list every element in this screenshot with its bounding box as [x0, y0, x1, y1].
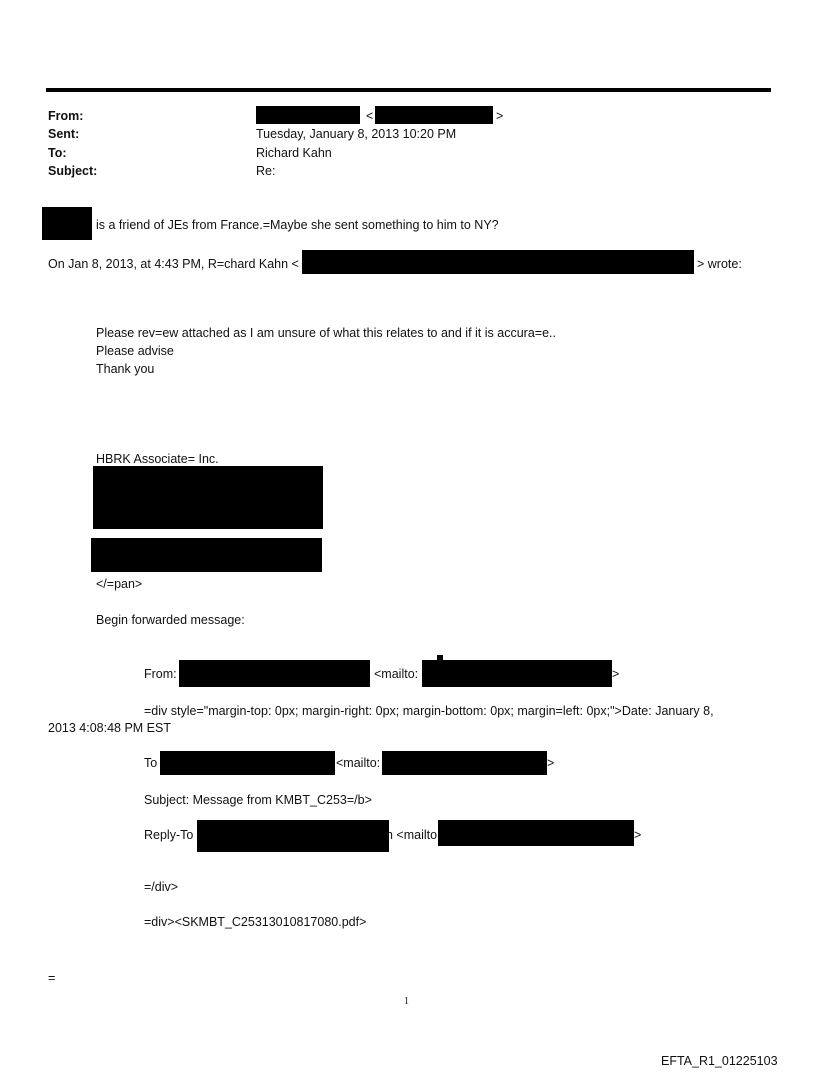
fwd-to-label: To [144, 756, 158, 770]
redaction-reply-to-name [197, 820, 389, 852]
fwd-to-close: > [547, 756, 555, 770]
attachment-name: =div><SKMBT_C25313010817080.pdf> [144, 915, 367, 929]
redaction-fwd-to-name [160, 751, 335, 775]
fwd-reply-to-close: > [634, 828, 642, 842]
redaction-signature-contact [91, 538, 322, 572]
to-value: Richard Kahn [256, 146, 332, 160]
redaction-fwd-from-email [422, 660, 612, 687]
redaction-fwd-from-name [179, 660, 370, 687]
redaction-sender-name [256, 106, 360, 124]
redaction-sender-email [375, 106, 493, 124]
begin-forwarded-message: Begin forwarded message: [96, 613, 245, 627]
redaction-signature-block [93, 466, 323, 529]
fwd-from-mailto: <mailto: [374, 667, 419, 681]
fwd-from-label: From: [144, 667, 177, 681]
fwd-from-close: > [612, 667, 620, 681]
fwd-reply-to-mailto: n <mailto [386, 828, 438, 842]
sender-email-close: > [496, 109, 504, 123]
end-mark: = [48, 971, 56, 985]
redaction-kahn-email [302, 250, 694, 274]
sender-email-open: < [366, 109, 374, 123]
fwd-to-mailto: <mailto: [336, 756, 381, 770]
sent-label: Sent: [48, 127, 80, 141]
redaction-reply-to-email [438, 820, 634, 846]
fwd-div-line-2: 2013 4:08:48 PM EST [48, 721, 171, 735]
subject-value: Re: [256, 164, 276, 178]
to-label: To: [48, 146, 67, 160]
document-id: EFTA_R1_01225103 [661, 1054, 778, 1068]
redaction-fwd-to-email [382, 751, 547, 775]
quote-intro: On Jan 8, 2013, at 4:43 PM, R=chard Kahn < [48, 257, 299, 271]
sent-value: Tuesday, January 8, 2013 10:20 PM [256, 127, 457, 141]
redaction-fwd-from-mark [437, 655, 443, 660]
span-close-text: </=pan> [96, 577, 143, 591]
company-name: HBRK Associate= Inc. [96, 452, 219, 466]
quote-intro-suffix: > wrote: [697, 257, 742, 271]
fwd-div-line-1: =div style="margin-top: 0px; margin-right: 0px; margin-bottom: 0px; margin=left: 0px;">Date: January 8, [144, 704, 714, 718]
redaction-name [42, 207, 92, 240]
fwd-reply-to-label: Reply-To [144, 828, 194, 842]
message-paragraph-2: Please advise [96, 344, 174, 358]
header-rule [46, 88, 771, 92]
subject-label: Subject: [48, 164, 98, 178]
message-paragraph-3: Thank you [96, 362, 155, 376]
message-paragraph-1: Please rev=ew attached as I am unsure of what this relates to and if it is accura=e.. [96, 326, 556, 340]
fwd-subject: Subject: Message from KMBT_C253=/b> [144, 793, 372, 807]
from-label: From: [48, 109, 84, 123]
page-number: 1 [404, 996, 409, 1007]
fwd-div-close: =/div> [144, 880, 179, 894]
body-line-1: is a friend of JEs from France.=Maybe she sent something to him to NY? [96, 218, 499, 232]
